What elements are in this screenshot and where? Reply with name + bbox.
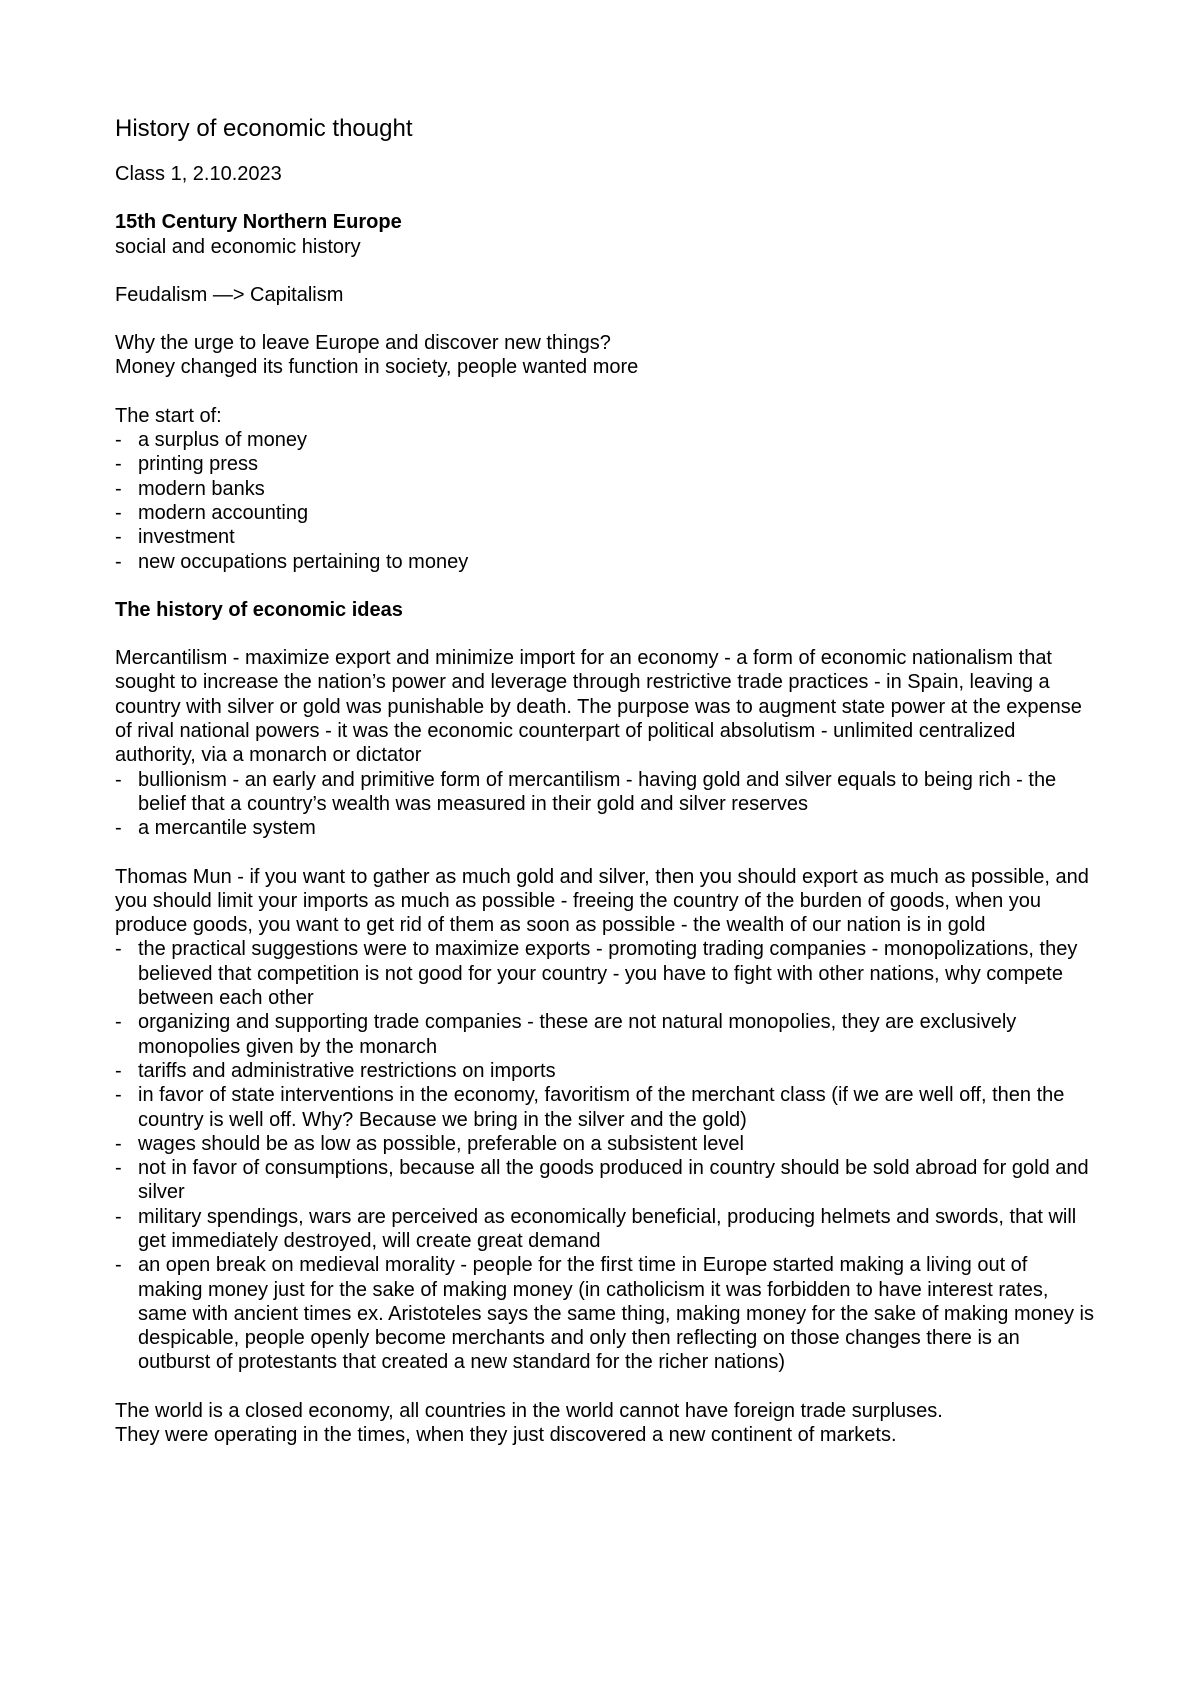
- dash-bullet: -: [115, 1254, 122, 1277]
- list-item: [115, 525, 1095, 549]
- list-item-text: organizing and supporting trade companies - these are not natural monopolies, they are exclusively monopolies given by the monarch: [138, 1011, 1017, 1058]
- list-item-text: a mercantile system: [138, 817, 316, 840]
- thomas-mun-paragraph: Thomas Mun - if you want to gather as much gold and silver, then you should export as much as possible, and you should limit your imports as much as possible - freeing the country of the burden of goods, when you produce goods, you want to get rid of them as soon as possible - the wealth of our nation is in gold: [115, 865, 1089, 937]
- answer-line: Money changed its function in society, people wanted more: [115, 356, 639, 379]
- list-item-text: modern accounting: [138, 501, 309, 524]
- dash-bullet: -: [115, 938, 122, 961]
- section-heading-economic-ideas: The history of economic ideas: [115, 598, 403, 621]
- dash-bullet: -: [115, 1132, 122, 1155]
- list-item-text: modern banks: [138, 477, 265, 500]
- list-item: [115, 550, 1095, 574]
- dash-bullet: -: [115, 526, 122, 549]
- dash-bullet: -: [115, 817, 122, 840]
- list-item-text: the practical suggestions were to maximize exports - promoting trading companies - monopolizations, they believed that competition is not good for your country - you have to fight with other nations, why compete between each other: [138, 938, 1078, 1010]
- list-item: [115, 816, 1095, 840]
- document-title: History of economic thought: [115, 115, 413, 142]
- list-item: [115, 1156, 1095, 1205]
- list-item-text: not in favor of consumptions, because all the goods produced in country should be sold abroad for gold and silver: [138, 1157, 1089, 1204]
- dash-bullet: -: [115, 1084, 122, 1107]
- dash-bullet: -: [115, 1059, 122, 1082]
- dash-bullet: -: [115, 1011, 122, 1034]
- list-item: [115, 1010, 1095, 1059]
- list-item: [115, 1059, 1095, 1083]
- list-item-text: investment: [138, 526, 235, 549]
- section-heading-15th-century: 15th Century Northern Europe: [115, 211, 402, 234]
- list-item: [115, 1205, 1095, 1254]
- list-item-text: wages should be as low as possible, preferable on a subsistent level: [138, 1132, 744, 1155]
- dash-bullet: -: [115, 501, 122, 524]
- dash-bullet: -: [115, 1157, 122, 1180]
- mercantilism-paragraph: Mercantilism - maximize export and minimize import for an economy - a form of economic nationalism that sought to increase the nation’s power and leverage through restrictive trade practices - in Spain, leaving a country with silver or gold was punishable by death. The purpose was to augment state power at the expense of rival national powers - it was the economic counterpart of political absolutism - unlimited centralized authority, via a monarch or dictator: [115, 647, 1082, 767]
- list-item: [115, 1132, 1095, 1156]
- list-item-text: an open break on medieval morality - people for the first time in Europe started making a living out of making money just for the sake of making money (in catholicism it was forbidden to have interest rates, same with ancient times ex. Aristoteles says the same thing, making money for the sake of making money is despicable, people openly become merchants and only then reflecting on those changes there is an outburst of protestants that created a new standard for the richer nations): [138, 1254, 1094, 1374]
- list-item-text: in favor of state interventions in the economy, favoritism of the merchant class (if we are well off, then the country is well off. Why? Because we bring in the silver and the gold): [138, 1084, 1065, 1131]
- thomas-mun-list: [115, 937, 1095, 1374]
- feudalism-capitalism-line: Feudalism —> Capitalism: [115, 283, 344, 306]
- start-of-list: [115, 428, 1095, 574]
- closing-line-2: They were operating in the times, when they just discovered a new continent of markets.: [115, 1424, 897, 1447]
- section-subheading: social and economic history: [115, 235, 361, 258]
- dash-bullet: -: [115, 768, 122, 791]
- list-item: [115, 1083, 1095, 1132]
- list-item: [115, 768, 1095, 817]
- document-page: [115, 114, 1095, 1447]
- dash-bullet: -: [115, 429, 122, 452]
- list-item: [115, 501, 1095, 525]
- list-item: [115, 452, 1095, 476]
- list-item: [115, 1253, 1095, 1374]
- list-item-text: military spendings, wars are perceived as economically beneficial, producing helmets and swords, that will get immediately destroyed, will create great demand: [138, 1205, 1077, 1252]
- list-item: [115, 477, 1095, 501]
- dash-bullet: -: [115, 550, 122, 573]
- dash-bullet: -: [115, 453, 122, 476]
- start-of-label: The start of:: [115, 404, 222, 427]
- dash-bullet: -: [115, 1205, 122, 1228]
- list-item-text: a surplus of money: [138, 429, 307, 452]
- list-item: [115, 428, 1095, 452]
- list-item-text: new occupations pertaining to money: [138, 550, 469, 573]
- class-date-line: Class 1, 2.10.2023: [115, 163, 282, 185]
- mercantilism-list: [115, 768, 1095, 841]
- list-item: [115, 937, 1095, 1010]
- list-item-text: printing press: [138, 453, 259, 476]
- closing-line-1: The world is a closed economy, all countries in the world cannot have foreign trade surpluses.: [115, 1399, 943, 1422]
- list-item-text: tariffs and administrative restrictions on imports: [138, 1059, 556, 1082]
- question-line: Why the urge to leave Europe and discover new things?: [115, 332, 611, 355]
- dash-bullet: -: [115, 477, 122, 500]
- list-item-text: bullionism - an early and primitive form of mercantilism - having gold and silver equals to being rich - the belief that a country’s wealth was measured in their gold and silver reserves: [138, 768, 1057, 815]
